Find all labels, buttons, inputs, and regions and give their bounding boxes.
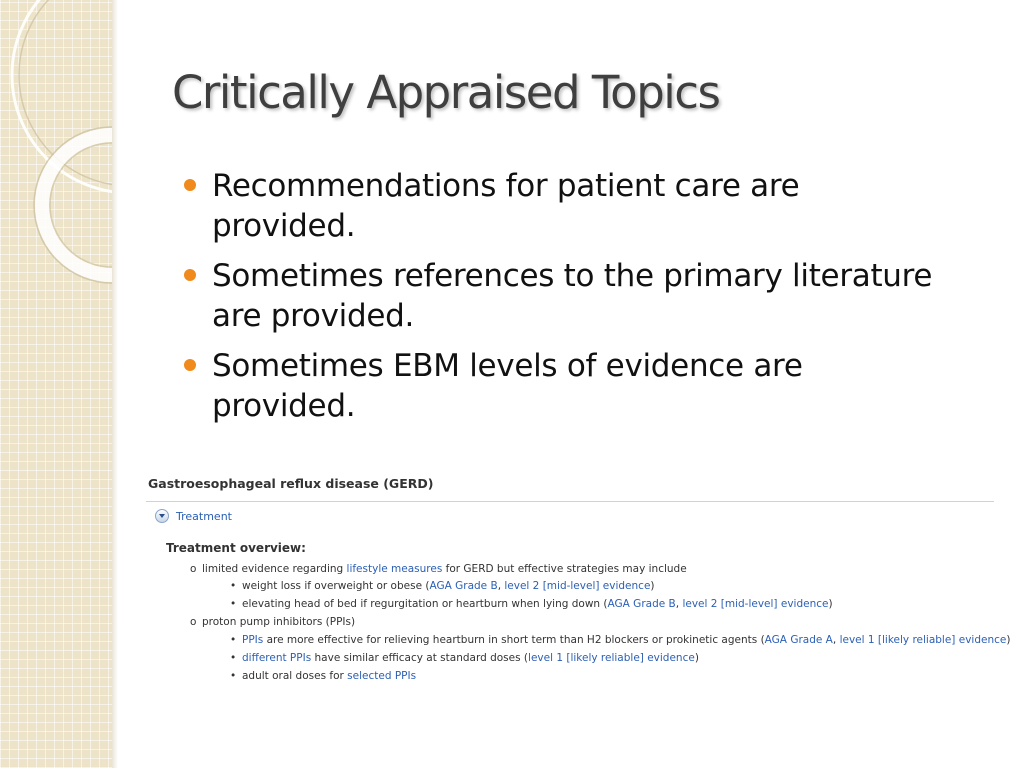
evidence-level-link[interactable]: level 2 [mid-level] evidence bbox=[504, 580, 651, 592]
embed-divider bbox=[146, 501, 994, 502]
bullet-item bbox=[184, 166, 944, 246]
filled-bullet-icon: • bbox=[230, 580, 237, 592]
aga-grade-link[interactable]: AGA Grade B bbox=[429, 580, 498, 592]
aga-grade-link[interactable]: AGA Grade B bbox=[607, 598, 676, 610]
side-strip-edge bbox=[112, 0, 118, 768]
hollow-bullet-icon: o bbox=[190, 563, 197, 575]
list-item: • adult oral doses for selected PPIs bbox=[230, 670, 417, 682]
bullet-dot-icon bbox=[184, 269, 196, 281]
list-item: o limited evidence regarding lifestyle measures for GERD but effective strategies may include bbox=[190, 563, 687, 575]
list-item: • weight loss if overweight or obese (AGA Grade B, level 2 [mid-level] evidence) bbox=[230, 580, 655, 592]
filled-bullet-icon: • bbox=[230, 652, 237, 664]
list-item: • PPIs are more effective for relieving heartburn in short term than H2 blockers or prokinetic agents (AGA Grade A, level 1 [likely reliable] evidence) bbox=[230, 634, 1011, 646]
aga-grade-link[interactable]: AGA Grade A bbox=[764, 634, 833, 646]
bullet-item bbox=[184, 256, 944, 336]
embedded-screenshot bbox=[146, 468, 1011, 698]
ppis-link[interactable]: PPIs bbox=[242, 634, 264, 646]
expand-toggle-icon[interactable] bbox=[155, 509, 169, 523]
bullet-dot-icon bbox=[184, 179, 196, 191]
bullet-dot-icon bbox=[184, 359, 196, 371]
decorative-side-strip bbox=[0, 0, 113, 768]
bullet-text: Sometimes references to the primary literature are provided. bbox=[212, 258, 933, 334]
filled-bullet-icon: • bbox=[230, 634, 237, 646]
embed-title: Gastroesophageal reflux disease (GERD) bbox=[148, 476, 434, 491]
bullet-item bbox=[184, 346, 944, 426]
list-item: o proton pump inhibitors (PPIs) bbox=[190, 616, 356, 628]
evidence-level-link[interactable]: level 1 [likely reliable] evidence bbox=[839, 634, 1007, 646]
treatment-toggle-label[interactable]: Treatment bbox=[176, 509, 232, 523]
evidence-level-link[interactable]: level 1 [likely reliable] evidence bbox=[528, 652, 695, 664]
treatment-overview-heading: Treatment overview: bbox=[166, 541, 306, 555]
bullet-text: Sometimes EBM levels of evidence are provided. bbox=[212, 348, 803, 424]
selected-ppis-link[interactable]: selected PPIs bbox=[347, 670, 417, 682]
filled-bullet-icon: • bbox=[230, 598, 237, 610]
evidence-level-link[interactable]: level 2 [mid-level] evidence bbox=[682, 598, 829, 610]
lifestyle-measures-link[interactable]: lifestyle measures bbox=[346, 563, 443, 575]
treatment-section-toggle[interactable] bbox=[155, 509, 232, 523]
list-item: • elevating head of bed if regurgitation or heartburn when lying down (AGA Grade B, level 2 [mid-level] evidence) bbox=[230, 598, 833, 610]
filled-bullet-icon: • bbox=[230, 670, 237, 682]
decorative-circles bbox=[0, 0, 112, 768]
bullet-list bbox=[184, 166, 944, 436]
list-item: • different PPIs have similar efficacy at standard doses (level 1 [likely reliable] evidence) bbox=[230, 652, 699, 664]
hollow-bullet-icon: o bbox=[190, 616, 197, 628]
bullet-text: Recommendations for patient care are provided. bbox=[212, 168, 800, 244]
different-ppis-link[interactable]: different PPIs bbox=[242, 652, 312, 664]
slide-title: Critically Appraised Topics bbox=[172, 66, 720, 119]
